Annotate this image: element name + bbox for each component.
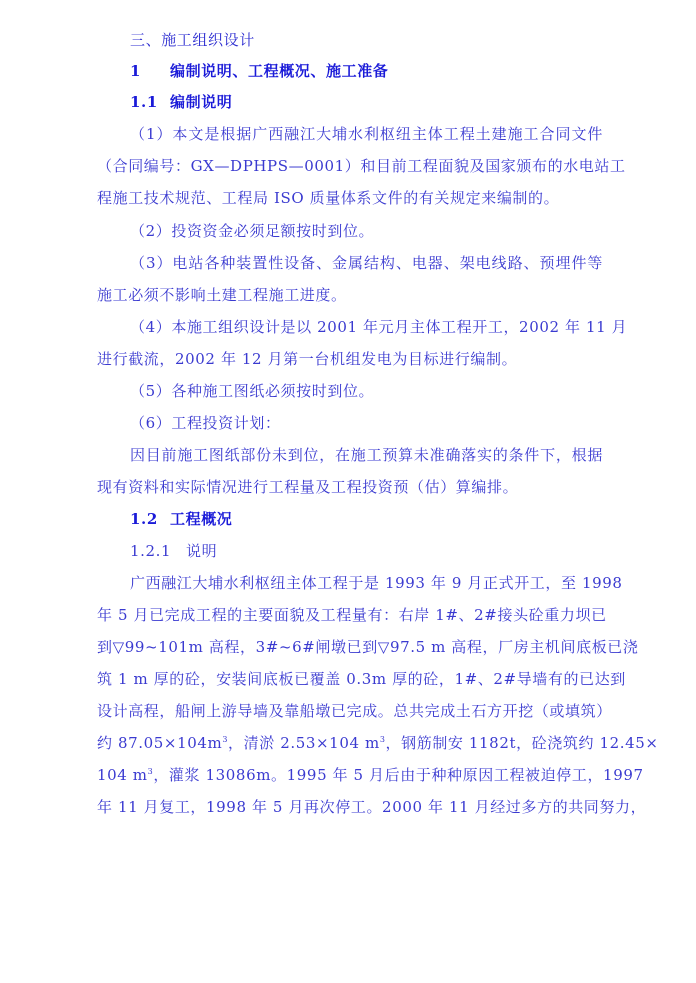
paragraph-1-line: （合同编号：GX—DPHPS—0001）和目前工程面貌及国家颁布的水电站工: [97, 157, 626, 175]
overview-text: 104 m: [97, 766, 148, 784]
section-1-1-heading: [130, 92, 603, 112]
paragraph-3-line: 施工必须不影响土建工程施工进度。: [97, 286, 347, 304]
overview-text: ，钢筋制安 1182t，砼浇筑约 12.45×: [385, 734, 659, 752]
section-1-2-number: 1.2: [130, 510, 158, 528]
paragraph-2-line: （2）投资资金必须足额按时到位。: [130, 222, 375, 240]
section-1-1-text: 编制说明: [170, 93, 233, 111]
section-1-2-1-heading: [130, 541, 603, 561]
section-1-2-heading: [130, 509, 603, 529]
overview-line: 年 11 月复工，1998 年 5 月再次停工。2000 年 11 月经过多方的共同努力，: [97, 798, 647, 816]
heading-1-number: 1: [130, 62, 142, 80]
paragraph-7-line: 现有资料和实际情况进行工程量及工程投资预（估）算编排。: [97, 478, 519, 496]
paragraph-1-line: （1）本文是根据广西融江大埔水利枢纽主体工程土建施工合同文件: [130, 125, 603, 143]
superscript: 3: [222, 735, 229, 744]
section-1-1-number: 1.1: [130, 93, 158, 111]
overview-line: 到▽99~101m 高程，3#~6#闸墩已到▽97.5 m 高程，厂房主机间底板已浇: [97, 638, 639, 656]
overview-line: 广西融江大埔水利枢纽主体工程于是 1993 年 9 月正式开工，至 1998: [130, 574, 623, 592]
heading-1-text: 编制说明、工程概况、施工准备: [170, 62, 389, 80]
overview-text: 约 87.05×104m: [97, 734, 223, 752]
section-1-2-1-text: 说明: [186, 542, 218, 560]
paragraph-4-line: 进行截流，2002 年 12 月第一台机组发电为目标进行编制。: [97, 350, 518, 368]
overview-line: 年 5 月已完成工程的主要面貌及工程量有：右岸 1#、2#接头砼重力坝已: [97, 606, 607, 624]
paragraph-5-line: （5）各种施工图纸必须按时到位。: [130, 382, 375, 400]
section-1-2-1-number: 1.2.1: [130, 542, 172, 560]
paragraph-7-line: 因目前施工图纸部份未到位，在施工预算未准确落实的条件下，根据: [130, 446, 603, 464]
chapter-title: 三、施工组织设计: [130, 31, 255, 49]
paragraph-4-line: （4）本施工组织设计是以 2001 年元月主体工程开工，2002 年 11 月: [130, 318, 628, 336]
overview-text: ，灌浆 13086m。1995 年 5 月后由于种种原因工程被迫停工，1997: [153, 766, 644, 784]
superscript: 3: [147, 767, 154, 776]
paragraph-3-line: （3）电站各种装置性设备、金属结构、电器、架电线路、预埋件等: [130, 254, 603, 272]
overview-text: ，清淤 2.53×104 m: [228, 734, 380, 752]
overview-line: [97, 733, 659, 753]
heading-1: [130, 61, 603, 81]
superscript: 3: [379, 735, 386, 744]
overview-line: [97, 765, 644, 785]
overview-line: 筑 1 m 厚的砼，安装间底板已覆盖 0.3m 厚的砼，1#、2#导墙有的已达到: [97, 670, 626, 688]
paragraph-6-line: （6）工程投资计划：: [130, 414, 281, 432]
section-1-2-text: 工程概况: [170, 510, 233, 528]
overview-line: 设计高程，船闸上游导墙及靠船墩已完成。总共完成土石方开挖（或填筑）: [97, 702, 612, 720]
paragraph-1-line: 程施工技术规范、工程局 ISO 质量体系文件的有关规定来编制的。: [97, 189, 560, 207]
